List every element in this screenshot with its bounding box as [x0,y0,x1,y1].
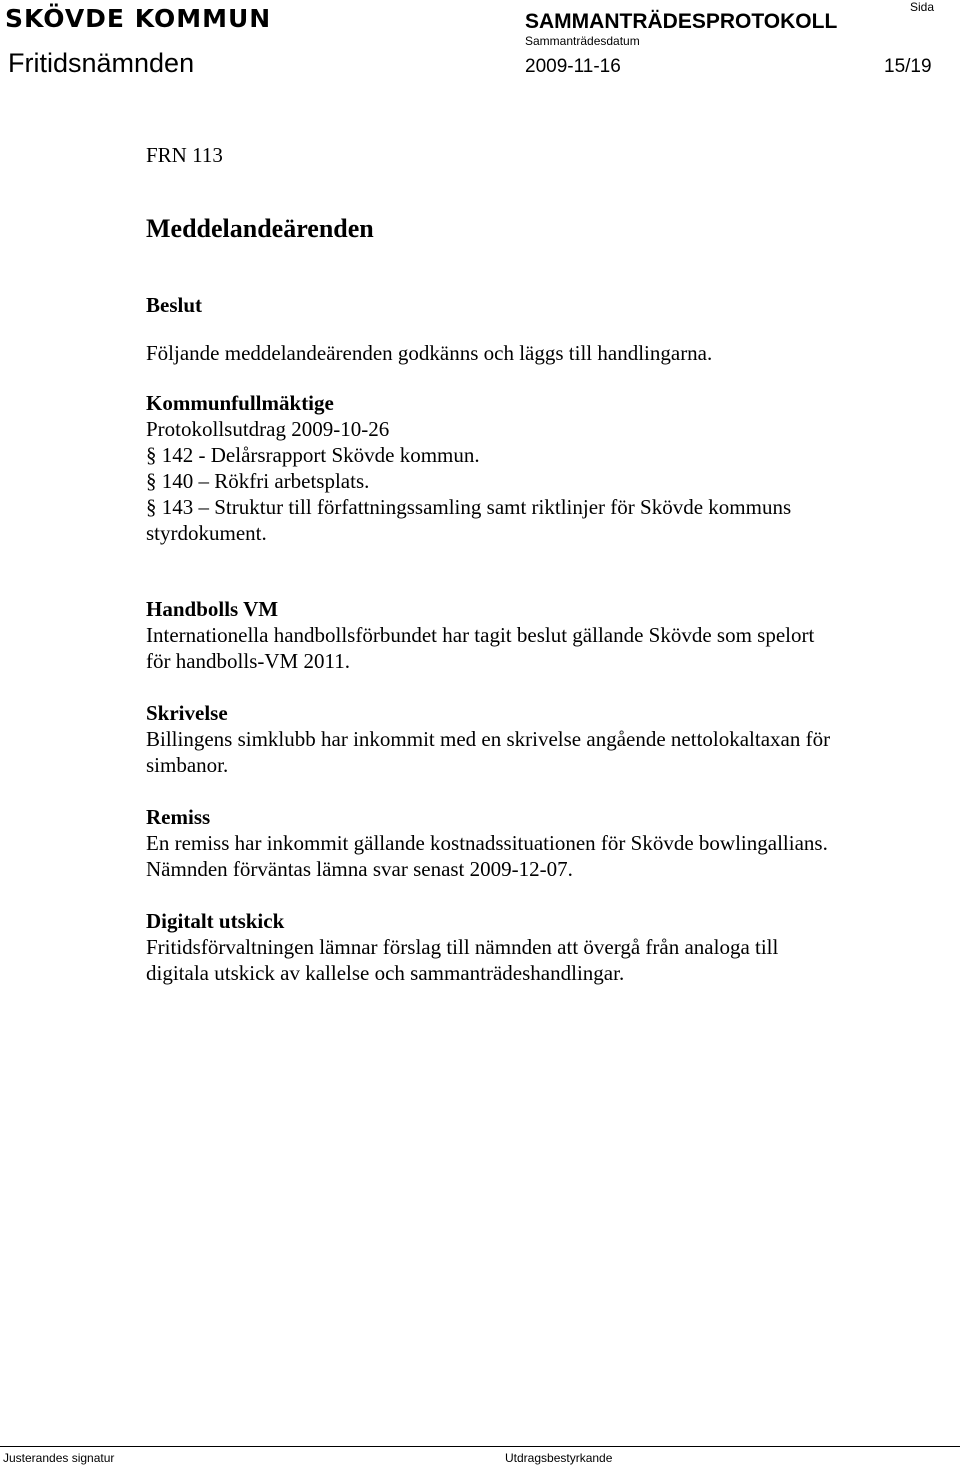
section-heading-remiss: Remiss [146,805,211,829]
paragraph-id: FRN 113 [146,143,223,167]
committee-name: Fritidsnämnden [8,48,195,78]
section-line: styrdokument. [146,521,267,545]
section-line: digitala utskick av kallelse och sammanträdeshandlingar. [146,961,625,985]
section-heading-kommunfullmaktige: Kommunfullmäktige [146,391,334,415]
section-line: Protokollsutdrag 2009-10-26 [146,417,390,441]
municipality-logo: SKÖVDE KOMMUN [5,4,272,33]
certification-label: Utdragsbestyrkande [505,1451,613,1465]
meeting-date: 2009-11-16 [525,56,621,77]
section-heading-handbolls-vm: Handbolls VM [146,597,279,621]
section-line: Nämnden förväntas lämna svar senast 2009-12-07. [146,857,573,881]
section-line: för handbolls-VM 2011. [146,649,350,673]
section-heading-skrivelse: Skrivelse [146,701,228,725]
page-title: Meddelandeärenden [146,214,374,243]
section-line: Internationella handbollsförbundet har tagit beslut gällande Skövde som spelort [146,623,815,647]
page-label: Sida [910,0,935,14]
footer-divider [0,1446,960,1447]
section-line: simbanor. [146,753,229,777]
section-line: En remiss har inkommit gällande kostnadssituationen för Skövde bowlingallians. [146,831,828,855]
decision-heading: Beslut [146,293,203,317]
page-number: 15/19 [884,56,932,77]
section-line: Billingens simklubb har inkommit med en skrivelse angående nettolokaltaxan för [146,727,831,751]
section-line: § 140 – Rökfri arbetsplats. [146,469,370,493]
meeting-date-label: Sammanträdesdatum [525,34,640,48]
section-line: Fritidsförvaltningen lämnar förslag till nämnden att övergå från analoga till [146,935,779,959]
decision-text: Följande meddelandeärenden godkänns och läggs till handlingarna. [146,341,713,365]
section-line: § 143 – Struktur till författningssamling samt riktlinjer för Skövde kommuns [146,495,792,519]
section-line: § 142 - Delårsrapport Skövde kommun. [146,443,480,467]
document-type: SAMMANTRÄDESPROTOKOLL [525,10,838,33]
signature-label: Justerandes signatur [3,1451,115,1465]
section-heading-digitalt-utskick: Digitalt utskick [146,909,285,933]
